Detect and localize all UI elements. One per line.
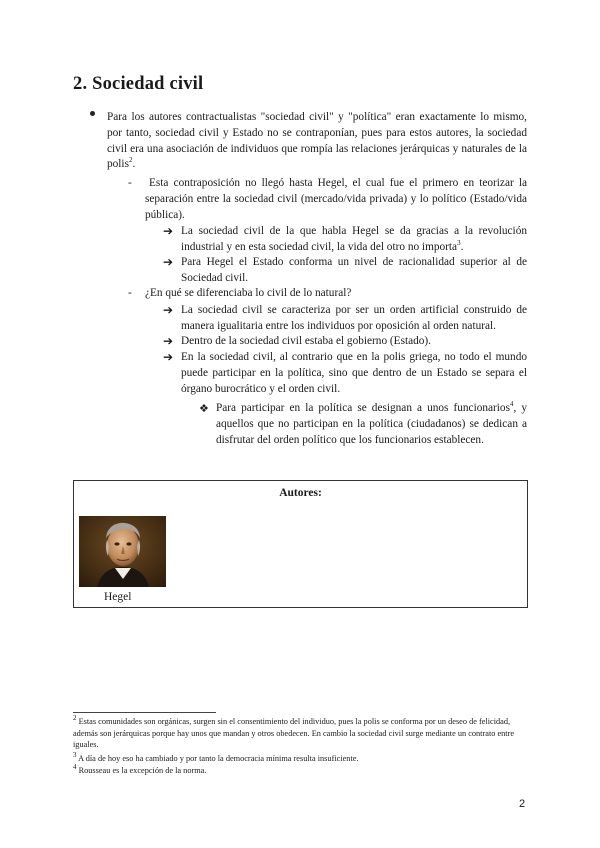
arrow-marker-icon: ➔ bbox=[163, 334, 174, 348]
arrow-item-state-rationality: Para Hegel el Estado conforma un nivel de racionalidad superior al de Sociedad civil. bbox=[181, 256, 527, 284]
footnote-ref[interactable]: 3 bbox=[457, 239, 461, 248]
bullet-paragraph-contractualists: Para los autores contractualistas "sociedad civil" y "política" eran exactamente lo mismo, por tanto, sociedad civil y Estado no se contraponían, pues para estos autores, la sociedad civil era una asociación de individuos que rompía las relaciones jerárquicas y naturales de la polis$^2$. bbox=[107, 111, 527, 171]
diamond-marker-icon: ❖ bbox=[199, 402, 209, 415]
footnote-4 bbox=[73, 765, 528, 777]
footnote-number: 3 bbox=[73, 751, 77, 760]
sub-item-text-cont: , y aquellos que no participan en la política (ciudadanos) se dedican a disfrutar del orden político que los funcionarios establecen. bbox=[216, 402, 527, 446]
footnote-ref[interactable]: 2 bbox=[128, 156, 133, 165]
arrow-item-text: La sociedad civil de la que habla Hegel se da gracias a la revolución industrial y en esta sociedad civil, la vida del otro no importa bbox=[181, 225, 527, 253]
authors-box bbox=[73, 480, 528, 608]
sub-item-functionaries bbox=[216, 401, 527, 448]
arrow-item-industrial-revolution: La sociedad civil de la que habla Hegel se da gracias a la revolución industrial y en esta sociedad civil, la vida del otro no importa$^3$. bbox=[181, 225, 527, 253]
arrow-marker-icon: ➔ bbox=[163, 224, 174, 238]
bullet-marker bbox=[90, 111, 95, 116]
footnote-text: Estas comunidades son orgánicas, surgen sin el consentimiento del individuo, pues la polis se conforma por un deseo de felicidad, además son jerárquicas porque hay unos que mandan y otros obedecen. En cambio la sociedad civil surge mediante un contrato entre iguales. bbox=[73, 717, 515, 750]
footnote-ref[interactable]: 4 bbox=[509, 400, 514, 409]
sub-item-text: Para participar en la política se designan a unos funcionarios bbox=[216, 402, 510, 414]
arrow-item-artificial-order: La sociedad civil se caracteriza por ser un orden artificial construido de manera igualitaria entre los individuos por oposición al orden natural. bbox=[181, 304, 527, 332]
dash-paragraph-hegel: Esta contraposición no llegó hasta Hegel, el cual fue el primero en teorizar la separación entre la sociedad civil (mercado/vida privada) y lo político (Estado/vida pública). bbox=[145, 177, 527, 221]
paragraph-text: Para los autores contractualistas "sociedad civil" y "política" eran exactamente lo mismo, por tanto, sociedad civil y Estado no se contraponían, pues para estos autores, la sociedad civil era una asociación de individuos que rompía las relaciones jerárquicas y naturales de la polis bbox=[107, 111, 527, 171]
arrow-item-polis-comparison: En la sociedad civil, al contrario que en la polis griega, no todo el mundo puede participar en la política, sino que dentro de un Estado se separa el órgano burocrático y el orden civil. bbox=[181, 351, 527, 395]
page-number: 2 bbox=[519, 798, 526, 810]
footnote-number: 4 bbox=[73, 763, 77, 772]
dash-paragraph-question: ¿En qué se diferenciaba lo civil de lo natural? bbox=[145, 287, 352, 299]
footnote-3 bbox=[73, 753, 528, 765]
portrait-caption: Hegel bbox=[104, 591, 132, 603]
footnote-2 bbox=[73, 716, 528, 751]
arrow-marker-icon: ➔ bbox=[163, 350, 174, 364]
footnote-text: A día de hoy eso ha cambiado y por tanto la democracia mínima resulta insuficiente. bbox=[78, 754, 359, 763]
section-title: 2. Sociedad civil bbox=[73, 74, 204, 94]
arrow-marker-icon: ➔ bbox=[163, 255, 174, 269]
dash-marker: - bbox=[128, 177, 132, 189]
dash-marker: - bbox=[128, 287, 132, 299]
footnote-text: Rousseau es la excepción de la norma. bbox=[78, 766, 207, 775]
footnote-number: 2 bbox=[73, 714, 77, 723]
hegel-portrait bbox=[79, 516, 166, 587]
footnote-separator bbox=[73, 712, 216, 713]
authors-title: Autores: bbox=[279, 487, 322, 499]
arrow-item-government: Dentro de la sociedad civil estaba el gobierno (Estado). bbox=[181, 335, 432, 347]
arrow-marker-icon: ➔ bbox=[163, 303, 174, 317]
